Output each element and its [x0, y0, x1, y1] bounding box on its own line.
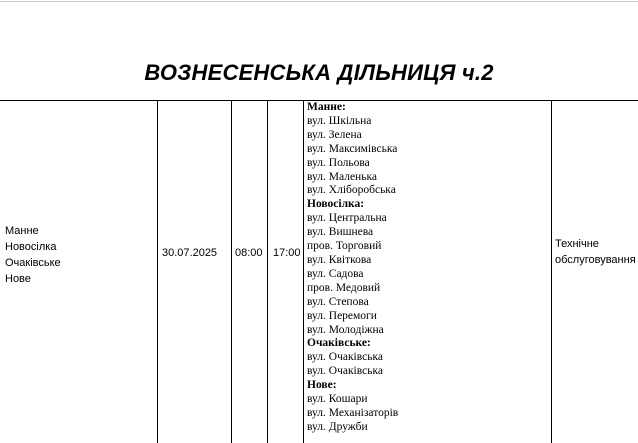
settlement-name: Новосілка: [5, 241, 57, 253]
settlement-heading: Новосілка:: [307, 198, 365, 211]
settlement-heading: Очаківське:: [307, 337, 371, 350]
street-item: вул. Очаківська: [307, 351, 383, 364]
settlement-heading: Нове:: [307, 379, 337, 392]
outage-date: 30.07.2025: [162, 247, 218, 259]
street-item: вул. Степова: [307, 295, 369, 308]
settlement-name: Манне: [5, 225, 39, 237]
street-item: вул. Дружби: [307, 420, 368, 433]
start-time: 08:00: [235, 247, 263, 259]
street-item: вул. Шкільна: [307, 114, 372, 127]
street-item: вул. Механізаторів: [307, 406, 399, 419]
street-item: вул. Молодіжна: [307, 323, 384, 336]
street-item: пров. Медовий: [307, 281, 381, 294]
settlement-heading: Манне:: [307, 101, 346, 113]
settlements-cell: [5, 223, 61, 287]
work-type: Технічне обслуговування: [555, 238, 636, 266]
end-time: 17:00: [273, 247, 301, 259]
street-item: вул. Маленька: [307, 170, 377, 183]
top-border-line: [0, 1, 638, 2]
street-item: вул. Польова: [307, 156, 370, 169]
settlement-name: Очаківське: [5, 257, 61, 269]
street-item: вул. Садова: [307, 267, 364, 280]
schedule-table: [0, 100, 638, 443]
column-divider: [157, 100, 158, 443]
streets-list: [307, 101, 398, 435]
page-title: ВОЗНЕСЕНСЬКА ДІЛЬНИЦЯ ч.2: [144, 60, 494, 85]
street-item: вул. Хліборобська: [307, 184, 396, 197]
street-item: вул. Кошари: [307, 393, 368, 406]
column-divider: [267, 100, 268, 443]
street-item: вул. Очаківська: [307, 365, 383, 378]
street-item: вул. Вишнева: [307, 226, 374, 239]
street-item: вул. Квіткова: [307, 253, 372, 266]
street-item: вул. Центральна: [307, 212, 387, 225]
street-item: вул. Максимівська: [307, 142, 398, 155]
column-divider: [551, 100, 552, 443]
settlement-name: Нове: [5, 273, 31, 285]
street-item: вул. Перемоги: [307, 309, 377, 322]
street-item: пров. Торговий: [307, 240, 382, 253]
column-divider: [303, 100, 304, 443]
column-divider: [231, 100, 232, 443]
street-item: вул. Зелена: [307, 128, 362, 141]
